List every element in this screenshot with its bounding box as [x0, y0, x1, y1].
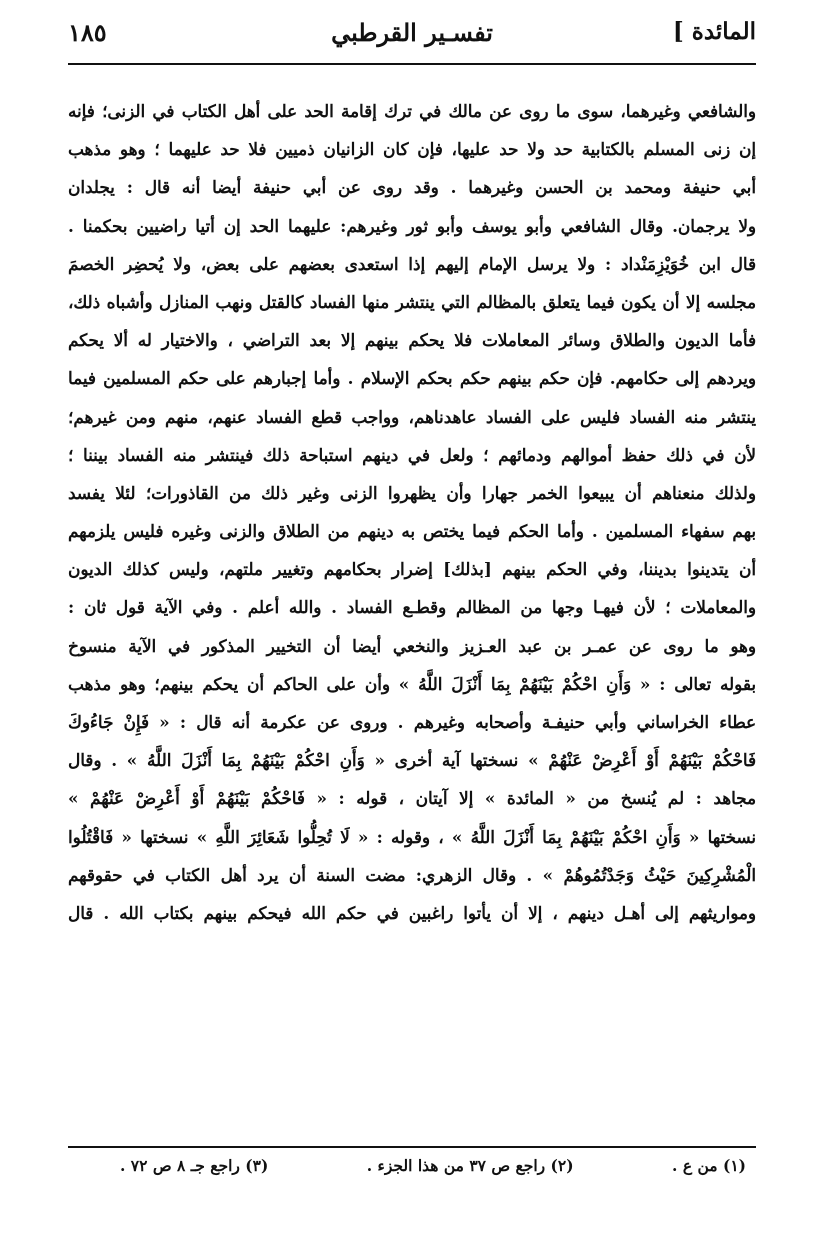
header-rule — [68, 63, 756, 65]
text-line: عطاء الخراساني وأبي حنيفـة وأصحابه وغيرهم . وروى عن عكرمة أنه قال : « فَإِنْ جَاءُوكَ — [68, 712, 756, 732]
footnote-2: (٢) راجع ص ٣٧ من هذا الجزء . — [366, 1156, 574, 1175]
text-line: مجلسه إلا أن يكون فيما يتعلق بالمظالم التي ينتشر منها الفساد كالقتل ونهب المنازل وأشباه ذلك، — [68, 291, 756, 312]
page-header — [68, 18, 756, 60]
text-line: بقوله تعالى : « وَأَنِ احْكُمْ بَيْنَهُمْ بِمَا أَنْزَلَ اللَّهُ » وأن على الحاكم أن يحكم بينهم؛ وهو مذهب — [68, 673, 756, 694]
text-line: بهم سفهاء المسلمين . وأما الحكم فيما يختص به دينهم من الطلاق والزنى وغيره فليس يلزمهم — [68, 521, 756, 542]
text-line: ولذلك منعناهم أن يبيعوا الخمر جهارا وأن يظهروا الزنى وغير ذلك من القاذورات؛ لئلا يفسد — [68, 482, 756, 503]
text-line: مجاهد : لم يُنسخ من « المائدة » إلا آيتان ، قوله : « فَاحْكُمْ بَيْنَهُمْ أَوْ أَعْرِضْ عَنْهُمْ » — [68, 788, 756, 809]
text-line: فَاحْكُمْ بَيْنَهُمْ أَوْ أَعْرِضْ عَنْهُمْ » نسختها آية أخرى « وَأَنِ احْكُمْ بَيْنَهُمْ بِمَا أَنْزَلَ اللَّهُ » . وقال — [68, 750, 756, 771]
footnote-rule — [68, 1146, 756, 1148]
text-line: أبي حنيفة ومحمد بن الحسن وغيرهما . وقد روى عن أبي حنيفة أيضا أنه قال : يجلدان — [68, 177, 756, 198]
text-line: والمعاملات ؛ لأن فيهـا وجها من المظالم وقطـع الفساد . والله أعلم . وفي الآية قول ثان : — [68, 597, 756, 618]
footnote-3: (٣) راجع جـ ٨ ص ٧٢ . — [120, 1156, 269, 1175]
text-line: فأما الديون والطلاق وسائر المعاملات فلا يحكم بينهم إلا بعد التراضي ، والاختيار له ألا يحكم — [68, 330, 756, 351]
text-line: ولا يرجمان. وقال الشافعي وأبو يوسف وأبو ثور وغيرهم: عليهما الحد إن أتيا راضيين بحكمنا . — [68, 215, 756, 236]
text-line: ينتشر منه الفساد فليس على الفساد عاهدناهم، وواجب قطع الفساد عنهم، منهم ومن غيرهم؛ — [68, 406, 756, 427]
text-line: نسختها « وَأَنِ احْكُمْ بَيْنَهُمْ بِمَا أَنْزَلَ اللَّهُ » ، وقوله : « لَا تُحِلُّوا شَعَائِرَ اللَّهِ » نسختها « فَاقْتُلُوا — [68, 826, 756, 847]
text-line: وهو ما روى عن عمـر بن عبد العـزيز والنخعي أيضا أن التخيير المذكور في الآية منسوخ — [68, 635, 756, 656]
footnotes — [120, 1156, 746, 1175]
book-title: تفسـير القرطبي — [331, 18, 493, 47]
page-number: ١٨٥ — [68, 18, 107, 47]
text-line: ومواريثهم إلى أهـل دينهم ، إلا أن يأتوا راغبين في حكم الله فيحكم بينهم بكتاب الله . قال — [68, 902, 756, 923]
surah-name: المائدة ] — [672, 18, 756, 45]
text-line: ويردهم إلى حكامهم. فإن حكم بينهم حكم بحكم الإسلام . وأما إجبارهم على حكم المسلمين فيما — [68, 368, 756, 389]
text-line: والشافعي وغيرهما، سوى ما روى عن مالك في ترك إقامة الحد على أهل الكتاب في الزنى؛ فإنه — [68, 101, 756, 121]
text-line: إن زنى المسلم بالكتابية حد ولا حد عليها، فإن كان الزانيان ذميين فلا حد عليهما ؛ وهو مذهب — [68, 139, 756, 160]
text-line: الْمُشْرِكِينَ حَيْثُ وَجَدْتُمُوهُمْ » . وقال الزهري: مضت السنة أن يرد أهل الكتاب في حقوقهم — [68, 864, 756, 885]
text-line: أن يتدينوا بديننا، وفي الحكم بينهم [بذلك] إضرار بحكامهم وتغيير ملتهم، وليس كذلك الديون — [68, 559, 756, 580]
footnote-1: (١) من ع . — [672, 1156, 746, 1175]
text-line: لأن في ذلك حفظ أموالهم ودمائهم ؛ ولعل في دينهم استباحة ذلك فينتشر منه الفساد بيننا ؛ — [68, 444, 756, 465]
text-line: قال ابن خُوَيْزِمَنْداد : ولا يرسل الإمام إليهم إذا استعدى بعضهم على بعض، ولا يُحضِر الخصمَ — [68, 253, 756, 274]
body-text — [68, 92, 756, 932]
